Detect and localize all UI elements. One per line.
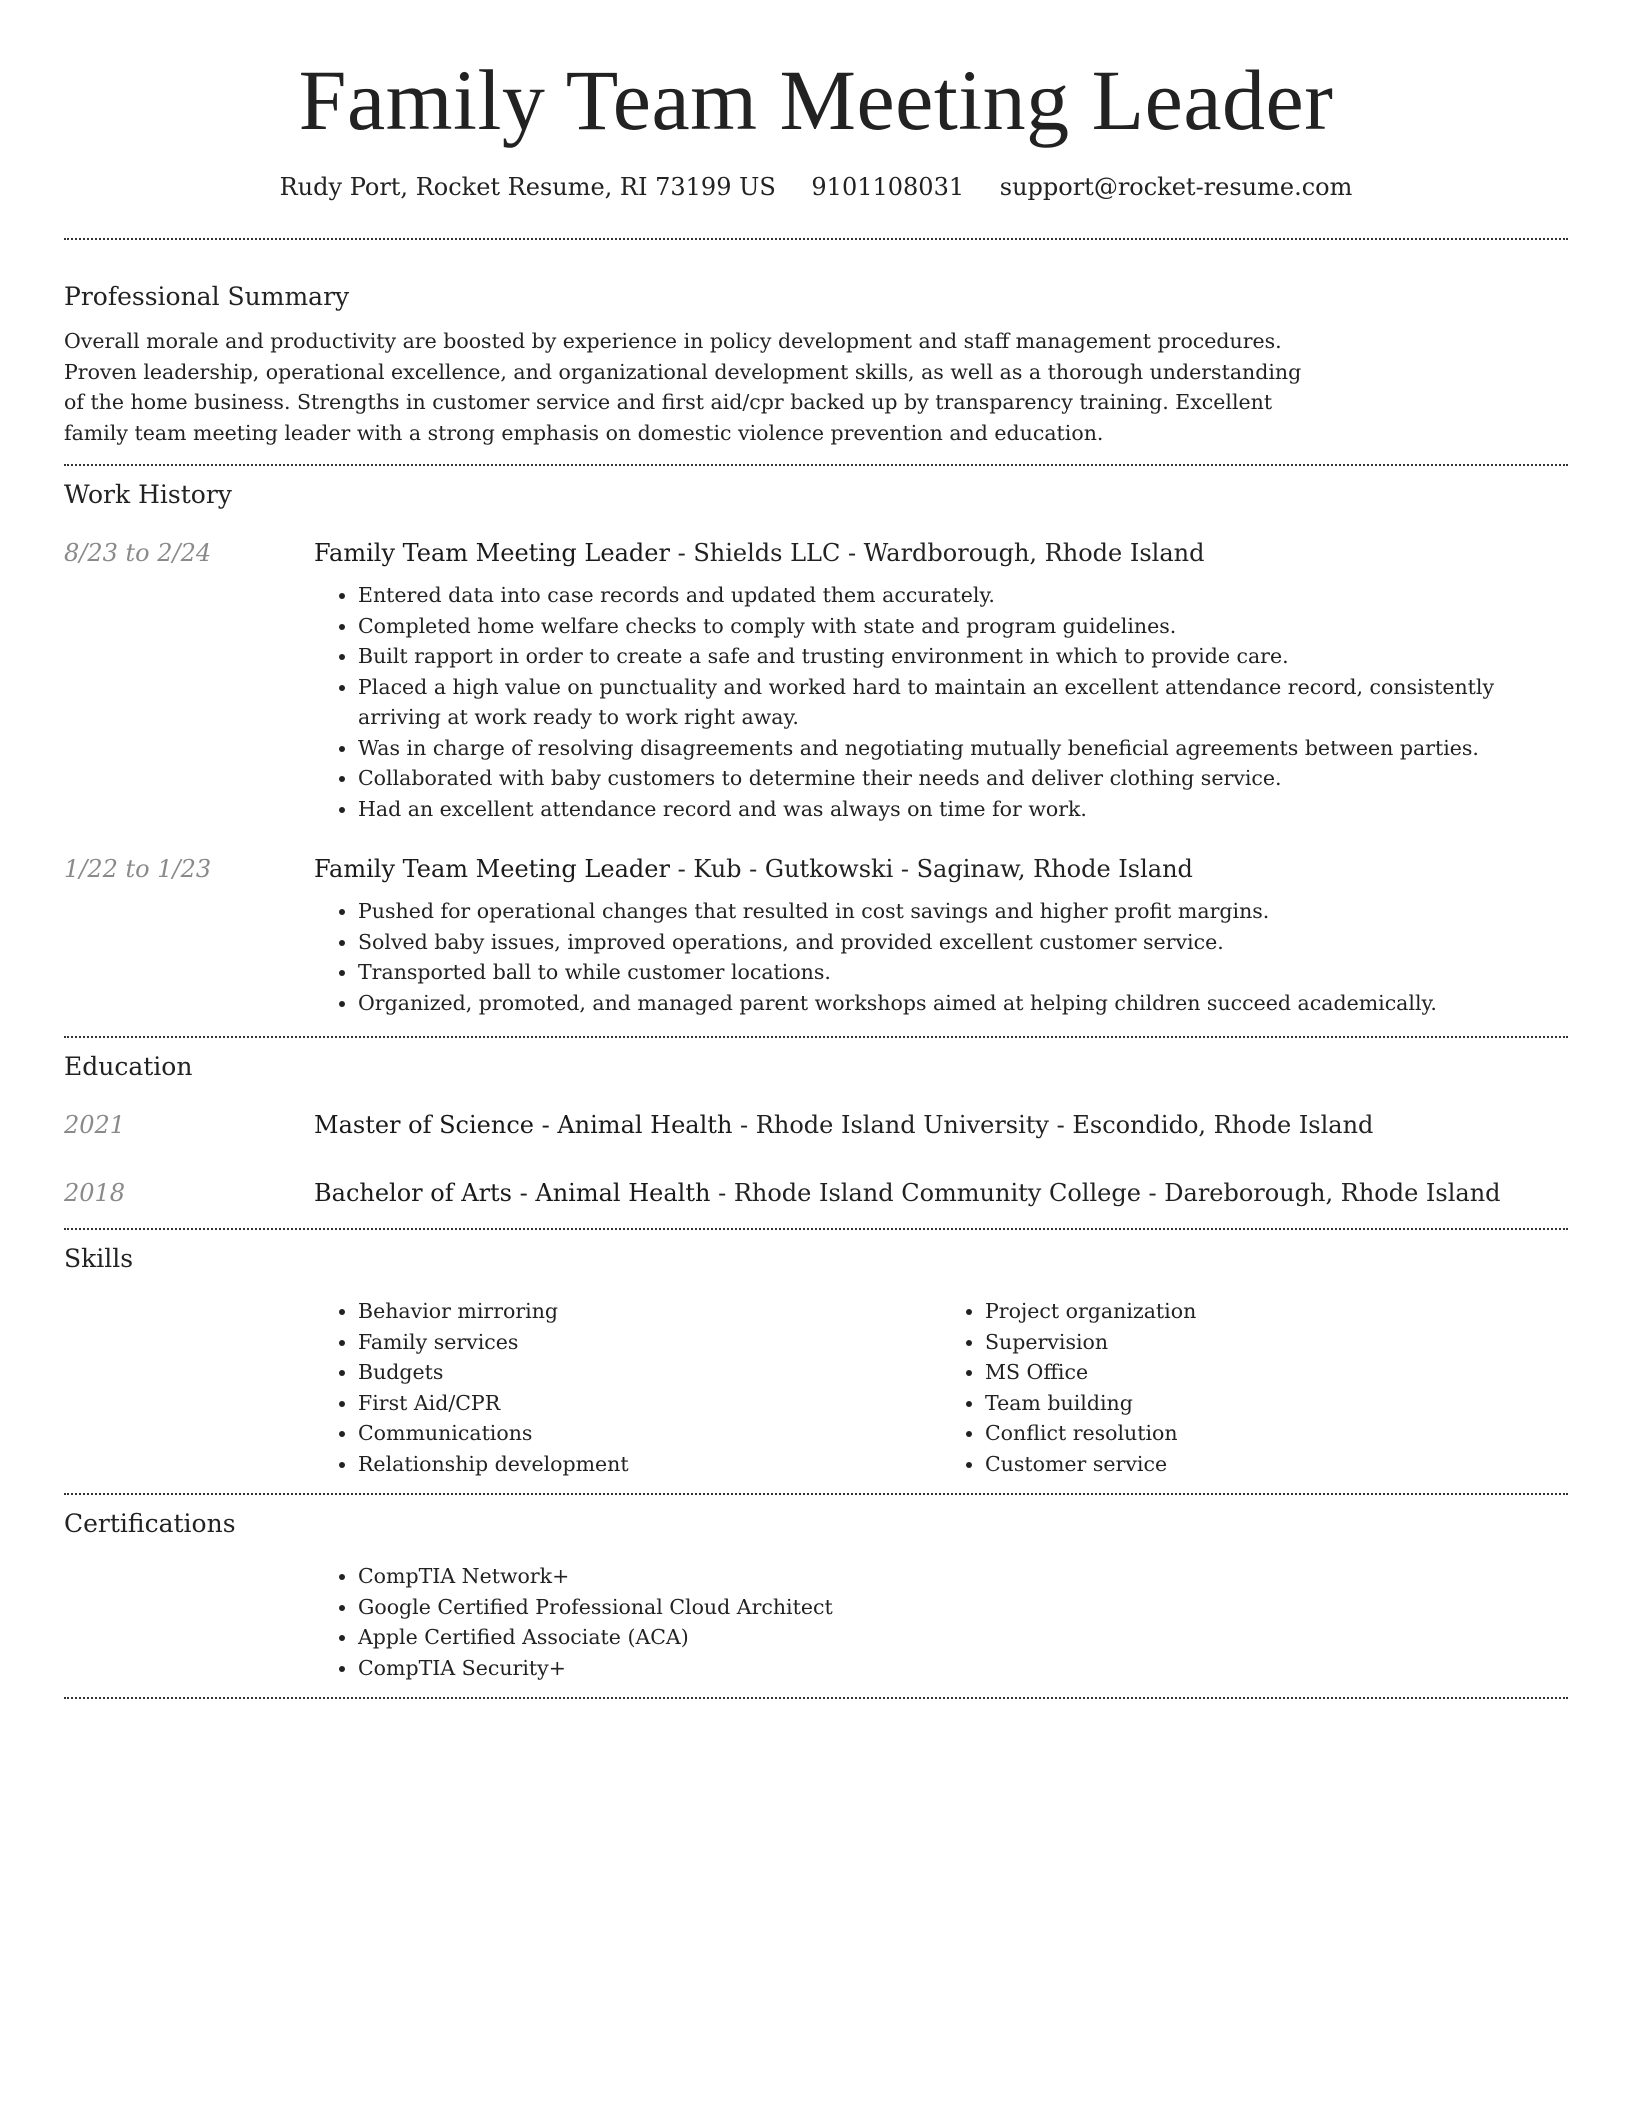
resume-header (64, 0, 1568, 204)
list-item: • Solved baby issues, improved operations, and provided excellent customer service. (358, 927, 1568, 958)
education-school: Rhode Island University - Escondido, Rhode Island (755, 1111, 1374, 1139)
job-company: Kub - Gutkowski - Saginaw, Rhode Island (693, 855, 1193, 883)
education-year: 2018 (64, 1179, 126, 1207)
contact-line (64, 170, 1568, 204)
list-item: • Collaborated with baby customers to determine their needs and deliver clothing service. (358, 763, 1568, 794)
section-title-certifications: Certifications (64, 1509, 236, 1538)
divider (64, 1697, 1568, 1699)
job-dates: 8/23 to 2/24 (64, 539, 212, 567)
list-item: • Supervision (985, 1327, 1568, 1358)
list-item: • Entered data into case records and updated them accurately. (358, 580, 1568, 611)
list-item: • Project organization (985, 1296, 1568, 1327)
work-section (64, 466, 1568, 1036)
list-item: • Completed home welfare checks to comply with state and program guidelines. (358, 611, 1568, 642)
education-section (64, 1038, 1568, 1228)
list-item: • Pushed for operational changes that resulted in cost savings and higher profit margins. (358, 896, 1568, 927)
job-title: Family Team Meeting Leader (314, 855, 670, 883)
list-item: • Conflict resolution (985, 1418, 1568, 1449)
job-entry (64, 852, 1568, 1018)
education-school: Rhode Island Community College - Dareborough, Rhode Island (733, 1179, 1501, 1207)
section-title-summary: Professional Summary (64, 282, 350, 311)
list-item: • MS Office (985, 1357, 1568, 1388)
list-item: • Behavior mirroring (358, 1296, 941, 1327)
list-item: • Relationship development (358, 1449, 941, 1480)
education-heading: Master of Science - Animal Health - Rhode Island University - Escondido, Rhode Island (314, 1111, 1374, 1139)
list-item: • Customer service (985, 1449, 1568, 1480)
list-item: • Transported ball to while customer locations. (358, 957, 1568, 988)
job-content (314, 536, 1568, 824)
list-item: • Budgets (358, 1357, 941, 1388)
job-heading: Family Team Meeting Leader - Kub - Gutkowski - Saginaw, Rhode Island (314, 855, 1193, 883)
section-title-work: Work History (64, 480, 232, 509)
skills-section (64, 1230, 1568, 1493)
contact-phone: 9101108031 (811, 173, 965, 201)
list-item: • CompTIA Network+ (358, 1561, 1568, 1592)
job-title: Family Team Meeting Leader (314, 539, 670, 567)
list-item: • Was in charge of resolving disagreements and negotiating mutually beneficial agreements between parties. (358, 733, 1568, 764)
list-item: • Apple Certified Associate (ACA) (358, 1622, 1568, 1653)
section-title-skills: Skills (64, 1244, 134, 1273)
candidate-title: Family Team Meeting Leader (298, 52, 1334, 148)
list-item: • Organized, promoted, and managed parent workshops aimed at helping children succeed academically. (358, 988, 1568, 1019)
list-item: • Built rapport in order to create a safe and trusting environment in which to provide care. (358, 641, 1568, 672)
job-bullets (314, 580, 1568, 824)
job-entry (64, 536, 1568, 824)
education-degree: Bachelor of Arts - Animal Health (314, 1179, 711, 1207)
job-company: Shields LLC - Wardborough, Rhode Island (693, 539, 1205, 567)
certifications-section (64, 1495, 1568, 1697)
contact-address: Rudy Port, Rocket Resume, RI 73199 US (279, 173, 776, 201)
job-dates: 1/22 to 1/23 (64, 855, 212, 883)
resume-page (64, 0, 1568, 1699)
list-item: • Communications (358, 1418, 941, 1449)
education-entry (64, 1176, 1568, 1210)
list-item: • Placed a high value on punctuality and worked hard to maintain an excellent attendance record, consistently arriving at work ready to work right away. (358, 672, 1568, 733)
section-title-education: Education (64, 1052, 193, 1081)
list-item: • Family services (358, 1327, 941, 1358)
list-item: • Google Certified Professional Cloud Architect (358, 1592, 1568, 1623)
job-bullets (314, 896, 1568, 1018)
certifications-list (314, 1561, 1568, 1683)
skills-list-left (314, 1296, 941, 1479)
job-heading: Family Team Meeting Leader - Shields LLC - Wardborough, Rhode Island (314, 539, 1205, 567)
skills-columns (314, 1296, 1568, 1479)
education-entry (64, 1108, 1568, 1142)
certifications-list-wrap (314, 1561, 1568, 1683)
list-item: • CompTIA Security+ (358, 1653, 1568, 1684)
skills-list-right (941, 1296, 1568, 1479)
list-item: • Had an excellent attendance record and was always on time for work. (358, 794, 1568, 825)
education-degree: Master of Science - Animal Health (314, 1111, 733, 1139)
education-heading: Bachelor of Arts - Animal Health - Rhode Island Community College - Dareborough, Rhode Island (314, 1179, 1501, 1207)
education-year: 2021 (64, 1111, 126, 1139)
list-item: • Team building (985, 1388, 1568, 1419)
summary-text: Overall morale and productivity are boosted by experience in policy development and staff management procedures. Proven leadership, operational excellence, and organizational development skills, as well as a thorough understanding of the home business. Strengths in customer service and first aid/cpr backed up by transparency training. Excellent family team meeting leader with a strong emphasis on domestic violence prevention and education. (64, 329, 1302, 445)
contact-email: support@rocket-resume.com (999, 173, 1353, 201)
job-content (314, 852, 1568, 1018)
list-item: • First Aid/CPR (358, 1388, 941, 1419)
summary-section (64, 240, 1568, 464)
